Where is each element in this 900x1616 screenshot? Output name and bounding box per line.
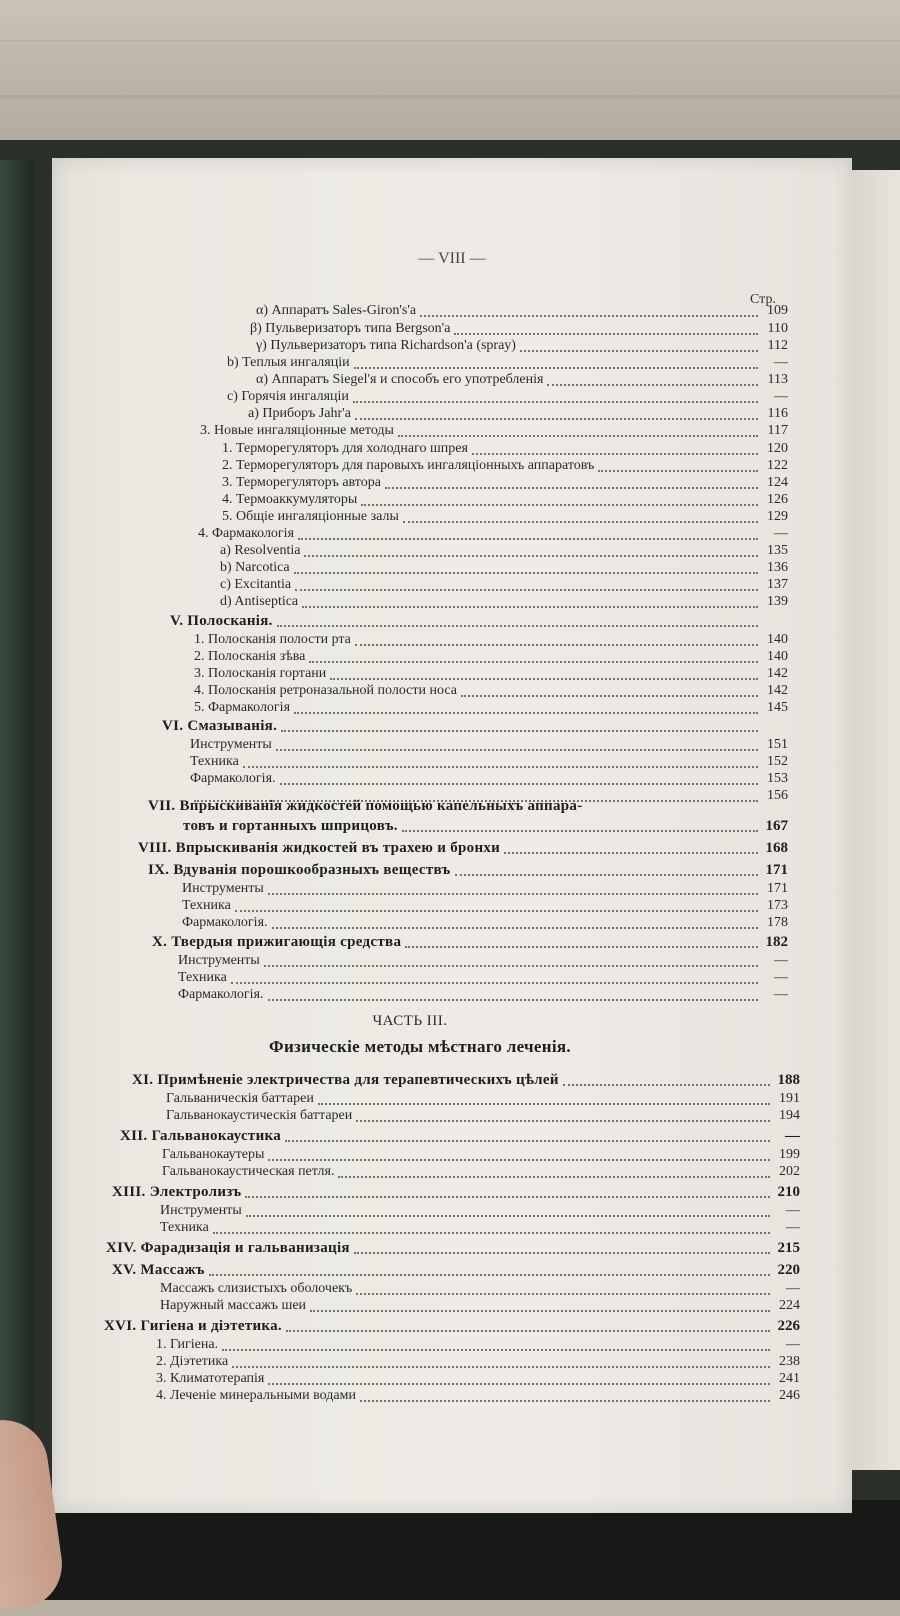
toc-entry bbox=[222, 441, 788, 458]
toc-entry-page: 116 bbox=[767, 406, 788, 421]
part-number: ЧАСТЬ III. bbox=[372, 1013, 448, 1029]
dot-leader bbox=[280, 775, 758, 785]
toc-entry-title: 1. Полосканія полости рта bbox=[194, 632, 351, 647]
toc-entry-title: 4. Термоаккумуляторы bbox=[222, 492, 358, 507]
toc-entry bbox=[162, 718, 788, 735]
toc-entry bbox=[156, 1354, 800, 1371]
toc-entry-page: 112 bbox=[767, 338, 788, 353]
toc-entry-title: Гальванокаустическая петля. bbox=[162, 1164, 335, 1179]
toc-entry bbox=[194, 700, 788, 717]
dot-leader bbox=[360, 1392, 770, 1402]
toc-entry bbox=[112, 1262, 800, 1279]
toc-entry-page: 142 bbox=[767, 683, 788, 698]
toc-entry bbox=[178, 987, 788, 1004]
dot-leader bbox=[356, 1285, 770, 1295]
toc-entry bbox=[194, 632, 788, 649]
toc-entry-title: 3. Терморегуляторъ автора bbox=[222, 475, 381, 490]
wood-grain bbox=[0, 40, 900, 42]
toc-entry bbox=[106, 1240, 800, 1257]
toc-entry-page: — bbox=[785, 1128, 800, 1144]
toc-entry-page: 202 bbox=[779, 1164, 800, 1179]
toc-entry-title: XIV. Фарадизація и гальванизація bbox=[106, 1240, 350, 1256]
dot-leader bbox=[222, 1341, 770, 1351]
toc-entry bbox=[156, 1371, 800, 1388]
dot-leader bbox=[455, 866, 758, 876]
toc-entry bbox=[148, 862, 788, 879]
toc-entry-page: 142 bbox=[767, 666, 788, 681]
toc-entry bbox=[182, 881, 788, 898]
toc-entry bbox=[222, 492, 788, 509]
toc-entry bbox=[248, 406, 788, 423]
dot-leader bbox=[243, 758, 758, 768]
toc-entry-title: α) Аппаратъ Siegel'я и способъ его употребленія bbox=[256, 372, 544, 387]
toc-entry-title: 2. Полосканія зѣва bbox=[194, 649, 306, 664]
dot-leader bbox=[547, 376, 758, 386]
toc-entry-page: — bbox=[774, 526, 788, 541]
dot-leader bbox=[355, 410, 758, 420]
dot-leader bbox=[209, 1266, 770, 1276]
dot-leader bbox=[598, 462, 758, 472]
toc-entry bbox=[220, 594, 788, 611]
toc-entry bbox=[132, 1072, 800, 1089]
dot-leader bbox=[295, 581, 758, 591]
toc-entry-title: b) Narcotica bbox=[220, 560, 290, 575]
dot-leader bbox=[472, 445, 758, 455]
dot-leader bbox=[310, 1302, 770, 1312]
toc-entry bbox=[104, 1318, 800, 1335]
part-title: Физическіе методы мѣстнаго леченія. bbox=[269, 1037, 571, 1056]
dark-background bbox=[0, 1500, 900, 1600]
toc-entry bbox=[160, 1220, 800, 1237]
toc-entry-page: 151 bbox=[767, 737, 788, 752]
toc-entry bbox=[166, 1108, 800, 1125]
toc-entry-title: Гальванокаутеры bbox=[162, 1147, 265, 1162]
toc-entry-title: α) Аппаратъ Sales-Giron's'a bbox=[256, 303, 417, 318]
toc-entry-page: 117 bbox=[767, 423, 788, 438]
toc-entry-page: 140 bbox=[767, 632, 788, 647]
toc-entry-title: Гальваническія баттареи bbox=[166, 1091, 314, 1106]
dot-leader bbox=[405, 938, 758, 948]
dot-leader bbox=[454, 325, 758, 335]
toc-entry bbox=[194, 666, 788, 683]
toc-entry bbox=[222, 458, 788, 475]
toc-entry bbox=[227, 355, 788, 372]
toc-entry bbox=[190, 737, 788, 754]
dot-leader bbox=[277, 617, 758, 627]
toc-entry bbox=[156, 1388, 800, 1405]
toc-entry-title: 2. Терморегуляторъ для паровыхъ ингаляціонныхъ аппаратовъ bbox=[222, 458, 595, 473]
toc-entry-page: 110 bbox=[767, 321, 788, 336]
toc-entry bbox=[190, 754, 788, 771]
dot-leader bbox=[246, 1207, 770, 1217]
toc-entry bbox=[138, 840, 788, 857]
dot-leader bbox=[245, 1188, 770, 1198]
toc-entry-title: Инструменты bbox=[182, 881, 264, 896]
toc-entry-title: Техника bbox=[182, 898, 231, 913]
dot-leader bbox=[356, 1112, 770, 1122]
toc-entry-title: Массажъ слизистыхъ оболочекъ bbox=[160, 1281, 353, 1296]
toc-entry-page: 126 bbox=[767, 492, 788, 507]
dot-leader bbox=[330, 670, 758, 680]
toc-entry bbox=[156, 1337, 800, 1354]
toc-entry-title: VII. Впрыскиванія жидкостей помощью капельныхъ аппара- bbox=[148, 798, 583, 814]
toc-entry-title: V. Полосканія. bbox=[170, 613, 273, 629]
toc-entry bbox=[222, 475, 788, 492]
toc-entry-page: 215 bbox=[777, 1240, 800, 1256]
toc-entry bbox=[256, 372, 788, 389]
toc-entry bbox=[152, 934, 788, 951]
toc-entry bbox=[194, 683, 788, 700]
toc-entry-page: 167 bbox=[765, 818, 788, 834]
toc-entry bbox=[148, 798, 788, 815]
dot-leader bbox=[403, 513, 758, 523]
toc-entry bbox=[178, 970, 788, 987]
dot-leader bbox=[231, 974, 758, 984]
dot-leader bbox=[355, 636, 758, 646]
toc-entry-title: Фармакологія. bbox=[182, 915, 268, 930]
dot-leader bbox=[304, 547, 758, 557]
toc-entry-title: Наружный массажъ шеи bbox=[160, 1298, 307, 1313]
toc-entry bbox=[162, 1164, 800, 1181]
toc-entry-title: Техника bbox=[160, 1220, 209, 1235]
dot-leader bbox=[268, 991, 758, 1001]
toc-entry-page: 210 bbox=[777, 1184, 800, 1200]
toc-entry-title: XVI. Гигіена и діэтетика. bbox=[104, 1318, 282, 1334]
toc-entry bbox=[198, 526, 788, 543]
toc-entry-page: 188 bbox=[777, 1072, 800, 1088]
toc-entry-title: товъ и гортанныхъ шприцовъ. bbox=[183, 818, 398, 834]
toc-entry bbox=[190, 771, 788, 788]
toc-entry-page: 136 bbox=[767, 560, 788, 575]
toc-entry bbox=[160, 1298, 800, 1315]
dot-leader bbox=[235, 902, 758, 912]
toc-entry-title: c) Горячія ингаляціи bbox=[227, 389, 349, 404]
toc-entry-page: — bbox=[774, 389, 788, 404]
toc-entry-page: 191 bbox=[779, 1091, 800, 1106]
toc-entry-page: 168 bbox=[765, 840, 788, 856]
toc-entry-title: Инструменты bbox=[190, 737, 272, 752]
dot-leader bbox=[402, 822, 758, 832]
toc-entry-page: 171 bbox=[767, 881, 788, 896]
toc-entry bbox=[182, 898, 788, 915]
page-column-header: Стр. bbox=[750, 292, 776, 307]
dot-leader bbox=[268, 885, 758, 895]
toc-entry-page: — bbox=[786, 1203, 800, 1218]
toc-entry-title: 4. Фармакологія bbox=[198, 526, 295, 541]
toc-entry bbox=[194, 649, 788, 666]
dot-leader bbox=[420, 307, 758, 317]
toc-entry-page: — bbox=[786, 1281, 800, 1296]
toc-entry bbox=[220, 543, 788, 560]
toc-entry-page: 120 bbox=[767, 441, 788, 456]
dot-leader bbox=[520, 342, 758, 352]
toc-entry bbox=[250, 321, 788, 338]
toc-entry-title: 3. Новые ингаляціонные методы bbox=[200, 423, 394, 438]
dot-leader bbox=[272, 919, 758, 929]
toc-entry-page: 224 bbox=[779, 1298, 800, 1313]
toc-entry-title: 1. Терморегуляторъ для холоднаго шпрея bbox=[222, 441, 468, 456]
toc-entry-page: — bbox=[774, 987, 788, 1002]
toc-entry-page: 171 bbox=[765, 862, 788, 878]
toc-entry-title: Гальванокаустическія баттареи bbox=[166, 1108, 353, 1123]
dot-leader bbox=[294, 564, 758, 574]
toc-entry bbox=[160, 1281, 800, 1298]
dot-leader bbox=[354, 1244, 770, 1254]
dot-leader bbox=[504, 844, 758, 854]
book-spine bbox=[0, 160, 34, 1600]
toc-entry-page: 246 bbox=[779, 1388, 800, 1403]
toc-entry bbox=[112, 1184, 800, 1201]
dot-leader bbox=[286, 1322, 770, 1332]
dot-leader bbox=[461, 687, 758, 697]
toc-entry bbox=[120, 1128, 800, 1145]
toc-entry bbox=[183, 818, 788, 835]
toc-entry-page: — bbox=[786, 1337, 800, 1352]
toc-entry-title: 2. Діэтетика bbox=[156, 1354, 229, 1369]
toc-entry-page: 139 bbox=[767, 594, 788, 609]
toc-entry-title: 3. Полосканія гортани bbox=[194, 666, 327, 681]
dot-leader bbox=[285, 1132, 770, 1142]
toc-entry bbox=[200, 423, 788, 440]
toc-entry-page: — bbox=[786, 1220, 800, 1235]
toc-entry bbox=[227, 389, 788, 406]
dot-leader bbox=[361, 496, 758, 506]
toc-entry-page: 178 bbox=[767, 915, 788, 930]
toc-entry-title: Инструменты bbox=[160, 1203, 242, 1218]
dot-leader bbox=[268, 1151, 770, 1161]
page-number: — VIII — bbox=[418, 250, 486, 267]
toc-entry-title: XI. Примѣненіе электричества для терапевтическихъ цѣлей bbox=[132, 1072, 559, 1088]
dot-leader bbox=[354, 359, 758, 369]
toc-entry-page: — bbox=[774, 953, 788, 968]
toc-entry bbox=[256, 338, 788, 355]
toc-entry-page: — bbox=[774, 970, 788, 985]
toc-entry-title: a) Resolventia bbox=[220, 543, 301, 558]
toc-entry-title: 1. Гигіена. bbox=[156, 1337, 219, 1352]
dot-leader bbox=[353, 393, 758, 403]
toc-entry-page: 153 bbox=[767, 771, 788, 786]
toc-entry-title: β) Пульверизаторъ типа Bergson'a bbox=[250, 321, 451, 336]
toc-entry-title: VI. Смазыванія. bbox=[162, 718, 278, 734]
toc-entry bbox=[256, 303, 788, 320]
toc-entry-page: 199 bbox=[779, 1147, 800, 1162]
toc-entry bbox=[178, 953, 788, 970]
dot-leader bbox=[294, 704, 758, 714]
toc-entry-page: 226 bbox=[777, 1318, 800, 1334]
toc-entry-title: 4. Леченіе минеральными водами bbox=[156, 1388, 356, 1403]
toc-entry-title: Инструменты bbox=[178, 953, 260, 968]
toc-entry-title: Фармакологія. bbox=[190, 771, 276, 786]
toc-entry-page: 220 bbox=[777, 1262, 800, 1278]
toc-entry bbox=[220, 560, 788, 577]
toc-entry-title: X. Твердыя прижигающія средства bbox=[152, 934, 402, 950]
toc-entry bbox=[166, 1091, 800, 1108]
toc-entry-title: 3. Климатотерапія bbox=[156, 1371, 265, 1386]
facing-page-edge bbox=[852, 170, 900, 1470]
toc-entry bbox=[162, 1147, 800, 1164]
toc-entry-page: 173 bbox=[767, 898, 788, 913]
toc-entry-title: 4. Полосканія ретроназальной полости носа bbox=[194, 683, 457, 698]
toc-entry-title: Техника bbox=[178, 970, 227, 985]
dot-leader bbox=[232, 1358, 770, 1368]
toc-entry bbox=[220, 577, 788, 594]
toc-entry-page: 137 bbox=[767, 577, 788, 592]
dot-leader bbox=[281, 722, 758, 732]
dot-leader bbox=[338, 1168, 770, 1178]
toc-entry-title: VIII. Впрыскиванія жидкостей въ трахею и бронхи bbox=[138, 840, 501, 856]
toc-entry bbox=[222, 509, 788, 526]
toc-entry-page: 113 bbox=[767, 372, 788, 387]
toc-entry-title: c) Excitantia bbox=[220, 577, 292, 592]
toc-entry-title: XIII. Электролизъ bbox=[112, 1184, 242, 1200]
toc-entry-page: 156 bbox=[767, 788, 788, 803]
toc-entry-page: 124 bbox=[767, 475, 788, 490]
toc-entry-title: 5. Общіе ингаляціонные залы bbox=[222, 509, 399, 524]
toc-entry-title: γ) Пульверизаторъ типа Richardson'a (spray) bbox=[256, 338, 516, 353]
dot-leader bbox=[385, 479, 758, 489]
dot-leader bbox=[213, 1224, 770, 1234]
dot-leader bbox=[298, 530, 758, 540]
toc-entry bbox=[160, 1203, 800, 1220]
dot-leader bbox=[309, 653, 758, 663]
toc-entry-title: a) Приборъ Jahr'a bbox=[248, 406, 351, 421]
toc-entry-title: b) Теплыя ингаляціи bbox=[227, 355, 350, 370]
toc-entry bbox=[170, 613, 788, 630]
toc-entry-title: XII. Гальванокаустика bbox=[120, 1128, 282, 1144]
toc-entry-page: 194 bbox=[779, 1108, 800, 1123]
toc-entry-page: — bbox=[774, 355, 788, 370]
dot-leader bbox=[276, 741, 758, 751]
toc-entry-title: d) Antiseptica bbox=[220, 594, 299, 609]
toc-entry-page: 182 bbox=[765, 934, 788, 950]
wood-grain bbox=[0, 95, 900, 98]
toc-entry bbox=[182, 915, 788, 932]
toc-entry-page: 129 bbox=[767, 509, 788, 524]
toc-entry-page: 238 bbox=[779, 1354, 800, 1369]
toc-entry-title: Техника bbox=[190, 754, 239, 769]
toc-entry-title: Фармакологія. bbox=[178, 987, 264, 1002]
toc-entry-title: XV. Массажъ bbox=[112, 1262, 205, 1278]
toc-entry-page: 241 bbox=[779, 1371, 800, 1386]
toc-entry-page: 140 bbox=[767, 649, 788, 664]
dot-leader bbox=[398, 427, 758, 437]
toc-entry-title: 5. Фармакологія bbox=[194, 700, 291, 715]
toc-entry-page: 122 bbox=[767, 458, 788, 473]
toc-entry-page: 109 bbox=[767, 303, 788, 318]
dot-leader bbox=[302, 598, 758, 608]
toc-entry-page: 145 bbox=[767, 700, 788, 715]
dot-leader bbox=[563, 1076, 770, 1086]
toc-entry-title: IX. Вдуванія порошкообразныхъ веществъ bbox=[148, 862, 451, 878]
dot-leader bbox=[268, 1375, 770, 1385]
dot-leader bbox=[264, 957, 758, 967]
dot-leader bbox=[318, 1095, 770, 1105]
toc-entry-page: 135 bbox=[767, 543, 788, 558]
toc-entry-page: 152 bbox=[767, 754, 788, 769]
